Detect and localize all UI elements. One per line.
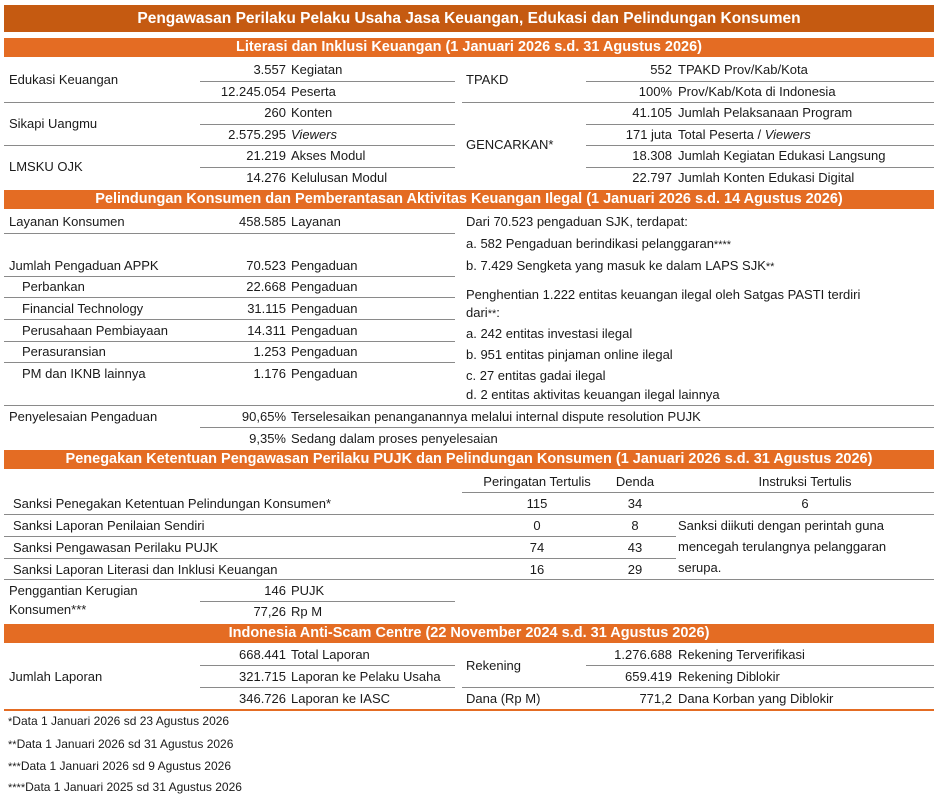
- gencarkan-digital-value: 22.797: [632, 170, 672, 185]
- section-header-literasi: Literasi dan Inklusi Keuangan (1 Januari 2026 s.d. 31 Agustus 2026): [4, 38, 934, 57]
- rekening-terverifikasi-unit: Rekening Terverifikasi: [678, 647, 805, 662]
- divider: [586, 81, 934, 82]
- footnote-mark: ****: [713, 239, 732, 251]
- footnote-text: Data 1 Januari 2026 sd 23 Agustus 2026: [12, 714, 230, 728]
- gencarkan-program-unit: Jumlah Pelaksanaan Program: [678, 105, 853, 120]
- layanan-unit: Layanan: [291, 214, 341, 229]
- divider: [4, 579, 934, 580]
- divider: [4, 102, 455, 103]
- sanksi-note-line: Sanksi diikuti dengan perintah guna: [678, 518, 884, 533]
- sanksi-note-line: serupa.: [678, 560, 722, 575]
- tpakd-unit: TPAKD Prov/Kab/Kota: [678, 62, 808, 77]
- divider: [586, 167, 934, 168]
- lmsku-label: LMSKU OJK: [9, 159, 83, 174]
- section-header-penegakan: Penegakan Ketentuan Pengawasan Perilaku PUJK dan Pelindungan Konsumen (1 Januari 2026 s.d. 31 Agustus 2026): [4, 450, 934, 469]
- sikapi-viewers-unit: Viewers: [291, 127, 338, 142]
- pasti-line-2: [466, 304, 500, 323]
- footnote-text: Data 1 Januari 2026 sd 31 Agustus 2026: [16, 737, 234, 751]
- kerugian-label-1: Penggantian Kerugian: [9, 583, 138, 598]
- pengaduan-row-unit: Pengaduan: [291, 279, 358, 294]
- sjk-item-a: [466, 235, 731, 254]
- sanksi-row-label: Sanksi Laporan Literasi dan Inklusi Keuangan: [13, 562, 278, 577]
- section-header-iasc: Indonesia Anti-Scam Centre (22 November 2024 s.d. 31 Agustus 2026): [4, 624, 934, 643]
- divider: [4, 276, 455, 277]
- pengaduan-row-value: 14.311: [247, 323, 286, 338]
- sikapi-konten-value: 260: [264, 105, 286, 120]
- pengaduan-row-label: Perbankan: [22, 279, 85, 294]
- pengaduan-row-unit: Pengaduan: [291, 366, 358, 381]
- lmsku-lulus-unit: Kelulusan Modul: [291, 170, 388, 185]
- dana-unit: Dana Korban yang Diblokir: [678, 691, 834, 706]
- kerugian-rp-value: 77,26: [253, 604, 286, 619]
- pengaduan-row-value: 22.668: [246, 279, 286, 294]
- divider: [4, 145, 455, 146]
- footnote: [8, 757, 231, 776]
- divider: [462, 492, 934, 493]
- gencarkan-viewers-text: Viewers: [764, 127, 811, 142]
- kerugian-pujk-value: 146: [264, 583, 286, 598]
- penyelesaian-pct-1: 90,65%: [241, 409, 286, 424]
- gencarkan-peserta-unit: [678, 126, 811, 144]
- sanksi-peringatan: 74: [529, 540, 545, 555]
- pengaduan-row-value: 1.253: [253, 344, 286, 359]
- penyelesaian-label: Penyelesaian Pengaduan: [9, 409, 158, 424]
- sanksi-denda: 43: [627, 540, 643, 555]
- footnote-mark: ****: [8, 782, 26, 794]
- pasti-line-2-text: dari: [466, 305, 488, 320]
- column-header-denda: Denda: [615, 474, 655, 489]
- total-laporan-value: 668.441: [239, 647, 286, 662]
- tpakd-value: 552: [650, 62, 672, 77]
- rekening-diblokir-unit: Rekening Diblokir: [678, 669, 780, 684]
- appk-label: Jumlah Pengaduan APPK: [9, 258, 159, 273]
- kerugian-label-2: Konsumen***: [9, 602, 87, 617]
- dana-value: 771,2: [639, 691, 672, 706]
- gencarkan-peserta-text: Total Peserta /: [678, 127, 765, 142]
- edukasi-label: Edukasi Keuangan: [9, 72, 119, 87]
- lmsku-lulus-value: 14.276: [246, 170, 286, 185]
- tpakd-label: TPAKD: [466, 72, 509, 87]
- lmsku-akses-unit: Akses Modul: [291, 148, 366, 163]
- laporan-iasc-value: 346.726: [239, 691, 286, 706]
- divider: [586, 124, 934, 125]
- divider: [462, 102, 934, 103]
- sanksi-denda: 29: [627, 562, 643, 577]
- sikapi-konten-unit: Konten: [291, 105, 333, 120]
- total-laporan-unit: Total Laporan: [291, 647, 370, 662]
- footnote-mark: *: [8, 716, 13, 728]
- footnote-text: Data 1 Januari 2026 sd 9 Agustus 2026: [20, 759, 231, 773]
- sanksi-row-label: Sanksi Laporan Penilaian Sendiri: [13, 518, 205, 533]
- gencarkan-digital-unit: Jumlah Konten Edukasi Digital: [678, 170, 855, 185]
- divider: [4, 558, 676, 559]
- divider: [4, 536, 676, 537]
- edukasi-kegiatan-unit: Kegiatan: [291, 62, 343, 77]
- sanksi-row-label: Sanksi Pengawasan Perilaku PUJK: [13, 540, 219, 555]
- footnote-mark: **: [8, 739, 17, 751]
- jumlah-laporan-label: Jumlah Laporan: [9, 669, 103, 684]
- appk-unit: Pengaduan: [291, 258, 358, 273]
- divider: [4, 341, 455, 342]
- gencarkan-langsung-unit: Jumlah Kegiatan Edukasi Langsung: [678, 148, 886, 163]
- rekening-diblokir-value: 659.419: [625, 669, 672, 684]
- sjk-intro: Dari 70.523 pengaduan SJK, terdapat:: [466, 214, 688, 229]
- page-title: Pengawasan Perilaku Pelaku Usaha Jasa Keuangan, Edukasi dan Pelindungan Konsumen: [4, 5, 934, 32]
- pengaduan-row-value: 1.176: [253, 366, 286, 381]
- penyelesaian-pct-2: 9,35%: [249, 431, 286, 446]
- sjk-item-b-text: b. 7.429 Sengketa yang masuk ke dalam LAPS SJK: [466, 258, 766, 273]
- penyelesaian-text-1: Terselesaikan penanganannya melalui internal dispute resolution PUJK: [291, 409, 701, 424]
- sanksi-row-label: Sanksi Penegakan Ketentuan Pelindungan Konsumen*: [13, 496, 332, 511]
- sjk-item-a-text: a. 582 Pengaduan berindikasi pelanggaran: [466, 236, 714, 251]
- section-bottom-rule: [4, 709, 934, 711]
- divider: [4, 297, 455, 298]
- kerugian-rp-unit: Rp M: [291, 604, 323, 619]
- appk-value: 70.523: [246, 258, 286, 273]
- footnote: [8, 735, 233, 754]
- pasti-item: b. 951 entitas pinjaman online ilegal: [466, 347, 673, 362]
- rekening-terverifikasi-value: 1.276.688: [614, 647, 672, 662]
- sanksi-denda: 8: [631, 518, 639, 533]
- divider: [4, 362, 455, 363]
- gencarkan-label: GENCARKAN*: [466, 137, 554, 152]
- pasti-line-1: Penghentian 1.222 entitas keuangan ilegal oleh Satgas PASTI terdiri: [466, 287, 861, 302]
- sanksi-peringatan: 16: [529, 562, 545, 577]
- divider: [200, 124, 455, 125]
- column-header-peringatan: Peringatan Tertulis: [483, 474, 591, 489]
- divider: [586, 145, 934, 146]
- sanksi-peringatan: 0: [533, 518, 541, 533]
- pasti-item: d. 2 entitas aktivitas keuangan ilegal lainnya: [466, 387, 720, 402]
- pengaduan-row-label: PM dan IKNB lainnya: [22, 366, 146, 381]
- footnote-mark: ***: [8, 761, 21, 773]
- gencarkan-peserta-value: 171 juta: [625, 127, 672, 142]
- sanksi-instruksi: 6: [801, 496, 809, 511]
- edukasi-peserta-unit: Peserta: [291, 84, 336, 99]
- pasti-item: a. 242 entitas investasi ilegal: [466, 326, 633, 341]
- pengaduan-row-label: Financial Technology: [22, 301, 144, 316]
- dana-label: Dana (Rp M): [466, 691, 541, 706]
- gencarkan-langsung-value: 18.308: [632, 148, 672, 163]
- divider: [4, 405, 934, 406]
- sanksi-note-line: mencegah terulangnya pelanggaran: [678, 539, 887, 554]
- divider: [4, 233, 455, 234]
- laporan-iasc-unit: Laporan ke IASC: [291, 691, 391, 706]
- kerugian-pujk-unit: PUJK: [291, 583, 325, 598]
- sjk-item-b: [466, 257, 774, 276]
- sanksi-peringatan: 115: [526, 496, 548, 511]
- pengaduan-row-unit: Pengaduan: [291, 323, 358, 338]
- divider: [462, 687, 934, 688]
- divider: [4, 514, 934, 515]
- divider: [200, 427, 934, 428]
- pengaduan-row-value: 31.115: [247, 301, 286, 316]
- gencarkan-program-value: 41.105: [632, 105, 672, 120]
- divider: [200, 665, 455, 666]
- footnote: [8, 778, 242, 797]
- pasti-item: c. 27 entitas gadai ilegal: [466, 368, 606, 383]
- divider: [200, 167, 455, 168]
- footnote-mark: **: [765, 261, 775, 273]
- footnote-mark: **: [487, 308, 497, 320]
- sanksi-denda: 34: [627, 496, 643, 511]
- tpakd-pct-value: 100%: [638, 84, 672, 99]
- sikapi-label: Sikapi Uangmu: [9, 116, 98, 131]
- lmsku-akses-value: 21.219: [246, 148, 286, 163]
- column-header-instruksi: Instruksi Tertulis: [758, 474, 852, 489]
- pengaduan-row-unit: Pengaduan: [291, 344, 358, 359]
- penyelesaian-text-2: Sedang dalam proses penyelesaian: [291, 431, 498, 446]
- divider: [200, 81, 455, 82]
- sikapi-viewers-value: 2.575.295: [228, 127, 286, 142]
- rekening-label: Rekening: [466, 658, 521, 673]
- footnote: [8, 712, 229, 731]
- divider: [200, 687, 455, 688]
- pengaduan-row-label: Perasuransian: [22, 344, 106, 359]
- laporan-pelaku-unit: Laporan ke Pelaku Usaha: [291, 669, 441, 684]
- laporan-pelaku-value: 321.715: [239, 669, 286, 684]
- divider: [200, 601, 455, 602]
- pengaduan-row-label: Perusahaan Pembiayaan: [22, 323, 168, 338]
- footnote-text: Data 1 Januari 2025 sd 31 Agustus 2026: [25, 780, 242, 794]
- pasti-line-2-end: :: [496, 305, 500, 320]
- pengaduan-row-unit: Pengaduan: [291, 301, 358, 316]
- layanan-value: 458.585: [239, 214, 286, 229]
- divider: [586, 665, 934, 666]
- divider: [4, 319, 455, 320]
- section-header-pelindungan: Pelindungan Konsumen dan Pemberantasan Aktivitas Keuangan Ilegal (1 Januari 2026 s.d. 14 Agustus 2026): [4, 190, 934, 209]
- edukasi-kegiatan-value: 3.557: [253, 62, 286, 77]
- layanan-label: Layanan Konsumen: [9, 214, 125, 229]
- tpakd-pct-unit: Prov/Kab/Kota di Indonesia: [678, 84, 836, 99]
- edukasi-peserta-value: 12.245.054: [220, 84, 286, 99]
